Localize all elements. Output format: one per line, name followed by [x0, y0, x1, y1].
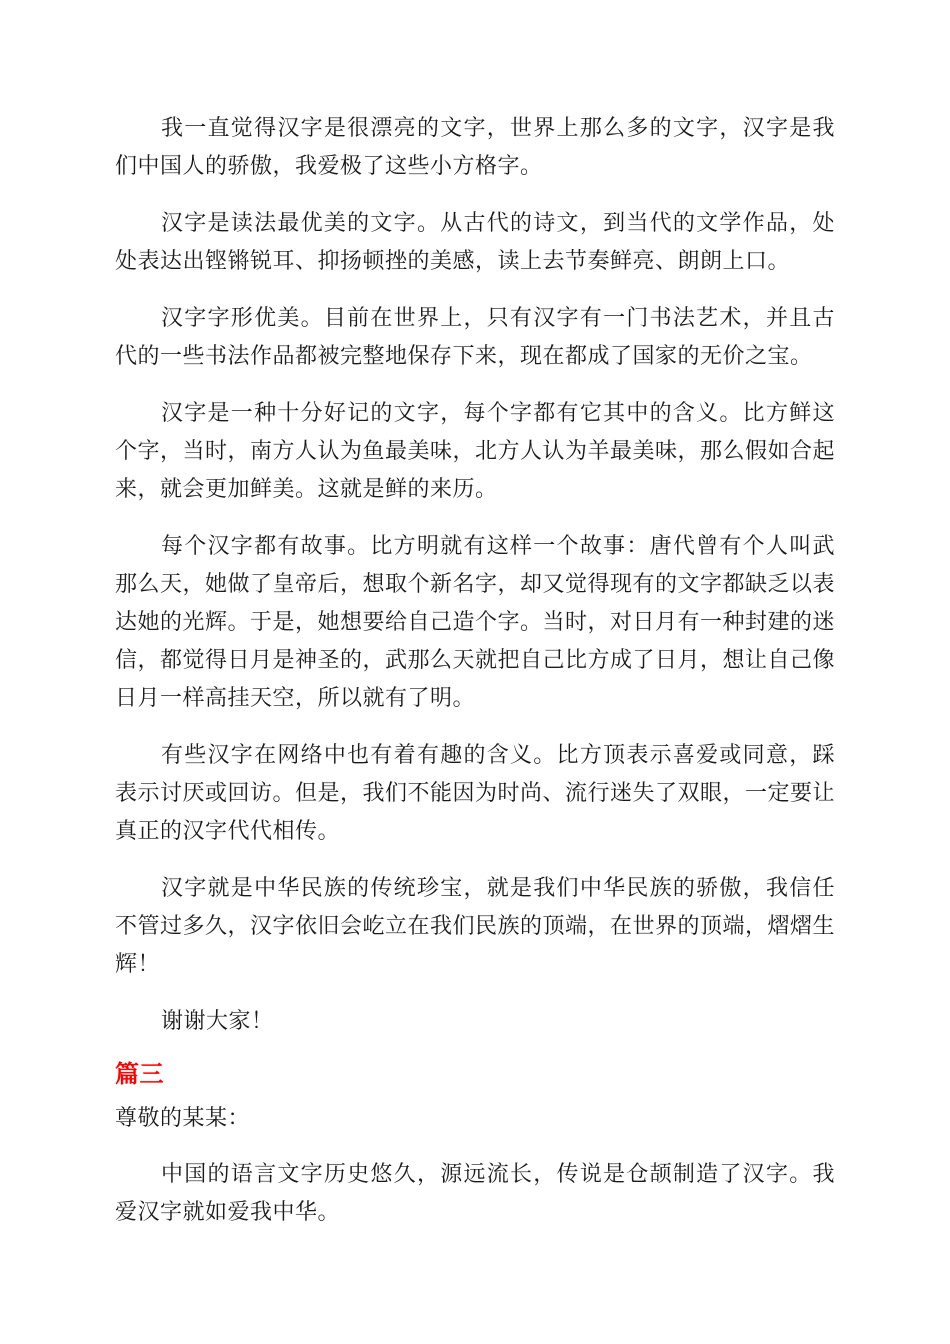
paragraph: 每个汉字都有故事。比方明就有这样一个故事：唐代曾有个人叫武那么天，她做了皇帝后，想取个新名字，却又觉得现有的文字都缺乏以表达她的光辉。于是，她想要给自己造个字。当时，对日月有一种封建的迷信，都觉得日月是神圣的，武那么天就把自己比方成了日月，想让自己像日月一样高挂天空，所以就有了明。 — [115, 534, 836, 711]
paragraph: 汉字是读法最优美的文字。从古代的诗文，到当代的文学作品，处处表达出铿锵锐耳、抑扬顿挫的美感，读上去节奏鲜亮、朗朗上口。 — [115, 211, 835, 274]
closing-thanks: 谢谢大家！ — [161, 1009, 274, 1034]
paragraph: 汉字字形优美。目前在世界上，只有汉字有一门书法艺术，并且古代的一些书法作品都被完整地保存下来，现在都成了国家的无价之宝。 — [115, 306, 835, 369]
section-heading: 篇三 — [115, 1060, 164, 1088]
paragraph: 我一直觉得汉字是很漂亮的文字，世界上那么多的文字，汉字是我们中国人的骄傲，我爱极了这些小方格字。 — [115, 116, 835, 179]
paragraph: 汉字就是中华民族的传统珍宝，就是我们中华民族的骄傲，我信任不管过多久，汉字依旧会屹立在我们民族的顶端，在世界的顶端，熠熠生辉！ — [115, 876, 836, 977]
paragraph: 有些汉字在网络中也有着有趣的含义。比方顶表示喜爱或同意，踩表示讨厌或回访。但是，我们不能因为时尚、流行迷失了双眼，一定要让真正的汉字代代相传。 — [115, 743, 836, 844]
document-body — [115, 110, 835, 1251]
paragraph: 中国的语言文字历史悠久，源远流长，传说是仓颉制造了汉字。我爱汉字就如爱我中华。 — [115, 1162, 835, 1225]
salutation: 尊敬的某某： — [115, 1106, 251, 1131]
paragraph: 汉字是一种十分好记的文字，每个字都有它其中的含义。比方鲜这个字，当时，南方人认为鱼最美味，北方人认为羊最美味，那么假如合起来，就会更加鲜美。这就是鲜的来历。 — [115, 401, 836, 502]
